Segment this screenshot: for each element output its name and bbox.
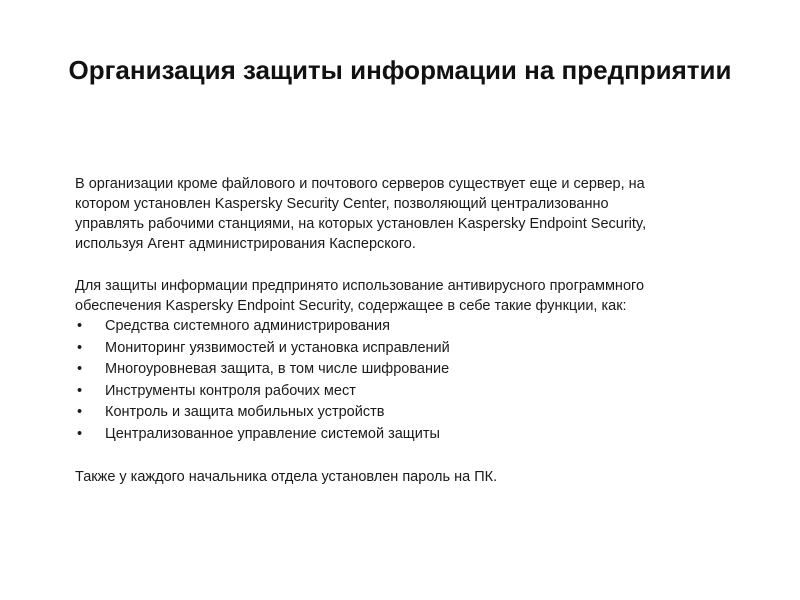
spacer [75, 254, 675, 276]
feature-list [75, 316, 675, 444]
bullet-icon: • [77, 318, 83, 334]
list-item-text: Централизованное управление системой защиты [105, 425, 440, 442]
bullet-icon: • [77, 425, 83, 442]
paragraph-antivirus: Для защиты информации предпринято использование антивирусного программного обеспечения Kaspersky Endpoint Security, содержащее в себе такие функции, как: [75, 278, 645, 314]
list-item [75, 359, 675, 379]
list-item-text: Многоуровневая защита, в том числе шифрование [105, 361, 450, 377]
list-item-text: Инструменты контроля рабочих мест [105, 382, 356, 399]
bullet-icon: • [77, 382, 83, 399]
slide-title: Организация защиты информации на предприятии [68, 55, 732, 85]
paragraph-passwords: Также у каждого начальника отдела установлен пароль на ПК. [75, 469, 498, 485]
list-item [75, 381, 675, 401]
slide-content [75, 174, 675, 487]
bullet-icon: • [77, 361, 83, 377]
list-item [75, 402, 675, 422]
list-item-text: Контроль и защита мобильных устройств [105, 404, 385, 420]
paragraph-servers: В организации кроме файлового и почтового серверов существует еще и сервер, на котором установлен Kaspersky Security Center, позволяющий централизованно управлять рабочими станциями, на которых установлен Kaspersky Endpoint Security, используя Агент администрирования Касперского. [75, 176, 647, 252]
bullet-icon: • [77, 339, 83, 356]
spacer [75, 445, 675, 467]
list-item-text: Средства системного администрирования [105, 318, 390, 334]
list-item [75, 316, 675, 336]
bullet-icon: • [77, 404, 83, 420]
list-item [75, 338, 675, 358]
list-item-text: Мониторинг уязвимостей и установка исправлений [105, 339, 450, 356]
list-item [75, 424, 675, 444]
